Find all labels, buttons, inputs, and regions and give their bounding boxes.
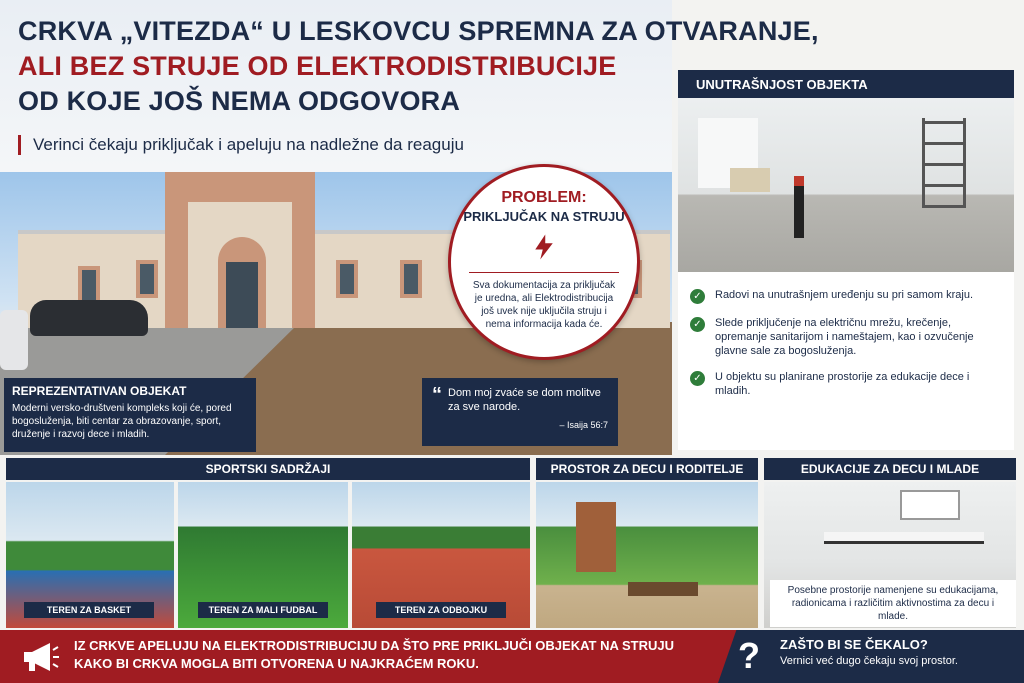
basketball-court-photo	[6, 482, 174, 628]
kids-heading: PROSTOR ZA DECU I RODITELJE	[536, 458, 758, 480]
court-label: TEREN ZA BASKET	[24, 602, 154, 618]
parked-car	[0, 310, 28, 370]
representative-box	[4, 378, 256, 452]
title-line-3: OD KOJE JOŠ NEMA ODGOVORA	[18, 86, 461, 116]
football-field-photo	[178, 482, 348, 628]
window	[336, 260, 358, 298]
check-icon: ✓	[690, 317, 705, 332]
court-label: TEREN ZA MALI FUDBAL	[198, 602, 328, 618]
whiteboard	[900, 490, 960, 520]
education-heading: EDUKACIJE ZA DECU I MLADE	[764, 458, 1016, 480]
title-line-1: CRKVA „VITEZDA“ U LESKOVCU SPREMNA ZA OTVARANJE,	[18, 16, 819, 46]
person-figure	[794, 176, 804, 238]
interior-photo	[678, 98, 1014, 272]
why-heading: ZAŠTO BI SE ČEKALO?	[780, 637, 928, 652]
window	[136, 260, 158, 298]
problem-label: PROBLEM:	[501, 189, 587, 206]
why-text: Vernici već dugo čekaju svoj prostor.	[780, 655, 958, 667]
why-box	[780, 637, 958, 667]
page-subtitle: Verinci čekaju priključak i apeluju na nadležne da reaguju	[18, 135, 464, 155]
check-icon: ✓	[690, 289, 705, 304]
window	[78, 266, 100, 304]
court-label: TEREN ZA ODBOJKU	[376, 602, 506, 618]
playground-tower	[576, 502, 616, 572]
interior-heading: UNUTRAŠNJOST OBJEKTA	[678, 70, 1014, 98]
megaphone-icon	[20, 640, 60, 674]
representative-heading: REPREZENTATIVAN OBJEKAT	[12, 384, 187, 398]
scaffolding	[922, 118, 966, 208]
quote-box	[422, 378, 618, 446]
problem-heading: PRIKLJUČAK NA STRUJU	[463, 209, 625, 224]
problem-text: Sva dokumentacija za priključak je uredna, ali Elektrodistribucija još uvek nije uključila struju i nema informacija kada će.	[469, 272, 619, 331]
material-pile	[730, 168, 770, 192]
lightning-icon	[529, 232, 559, 262]
volleyball-court-photo	[352, 482, 530, 628]
park-bench	[628, 582, 698, 596]
window	[400, 260, 422, 298]
problem-callout	[448, 164, 640, 360]
list-item: ✓ Radovi na unutrašnjem uređenju su pri samom kraju.	[690, 288, 1006, 304]
appeal-text: IZ CRKVE APELUJU NA ELEKTRODISTRIBUCIJU DA ŠTO PRE PRIKLJUČI OBJEKAT NA STRUJU KAKO BI CRKVA MOGLA BITI OTVORENA U NAJKRAĆEM ROKU.	[74, 638, 674, 671]
classroom-table	[824, 532, 984, 544]
quote-source: – Isaija 56:7	[559, 420, 608, 430]
education-text: Posebne prostorije namenjene su edukacijama, radionicama i različitim aktivnostima za decu i mlade.	[770, 580, 1016, 627]
interior-bullets	[690, 288, 1006, 410]
quote-mark-icon: “	[432, 384, 442, 406]
check-icon: ✓	[690, 371, 705, 386]
title-line-2: ALI BEZ STRUJE OD ELEKTRODISTRIBUCIJE	[18, 51, 617, 81]
entrance-door	[226, 262, 258, 328]
quote-text: Dom moj zvaće se dom molitve za sve narode.	[448, 387, 601, 413]
list-item: ✓ U objektu su planirane prostorije za edukacije dece i mladih.	[690, 370, 1006, 398]
question-icon: ?	[738, 635, 760, 676]
parked-car	[30, 300, 148, 336]
sports-heading: SPORTSKI SADRŽAJI	[6, 458, 530, 480]
representative-text: Moderni versko-društveni kompleks koji će, pored bogosluženja, biti centar za obrazovanje, sport, druženje i razvoj dece i mladih.	[12, 403, 232, 440]
list-item: ✓ Slede priključenje na električnu mrežu, krečenje, opremanje sanitarijom i nameštajem, kao i ozvučenje glavne sale za bogosluženja.	[690, 316, 1006, 358]
playground-photo	[536, 482, 758, 628]
